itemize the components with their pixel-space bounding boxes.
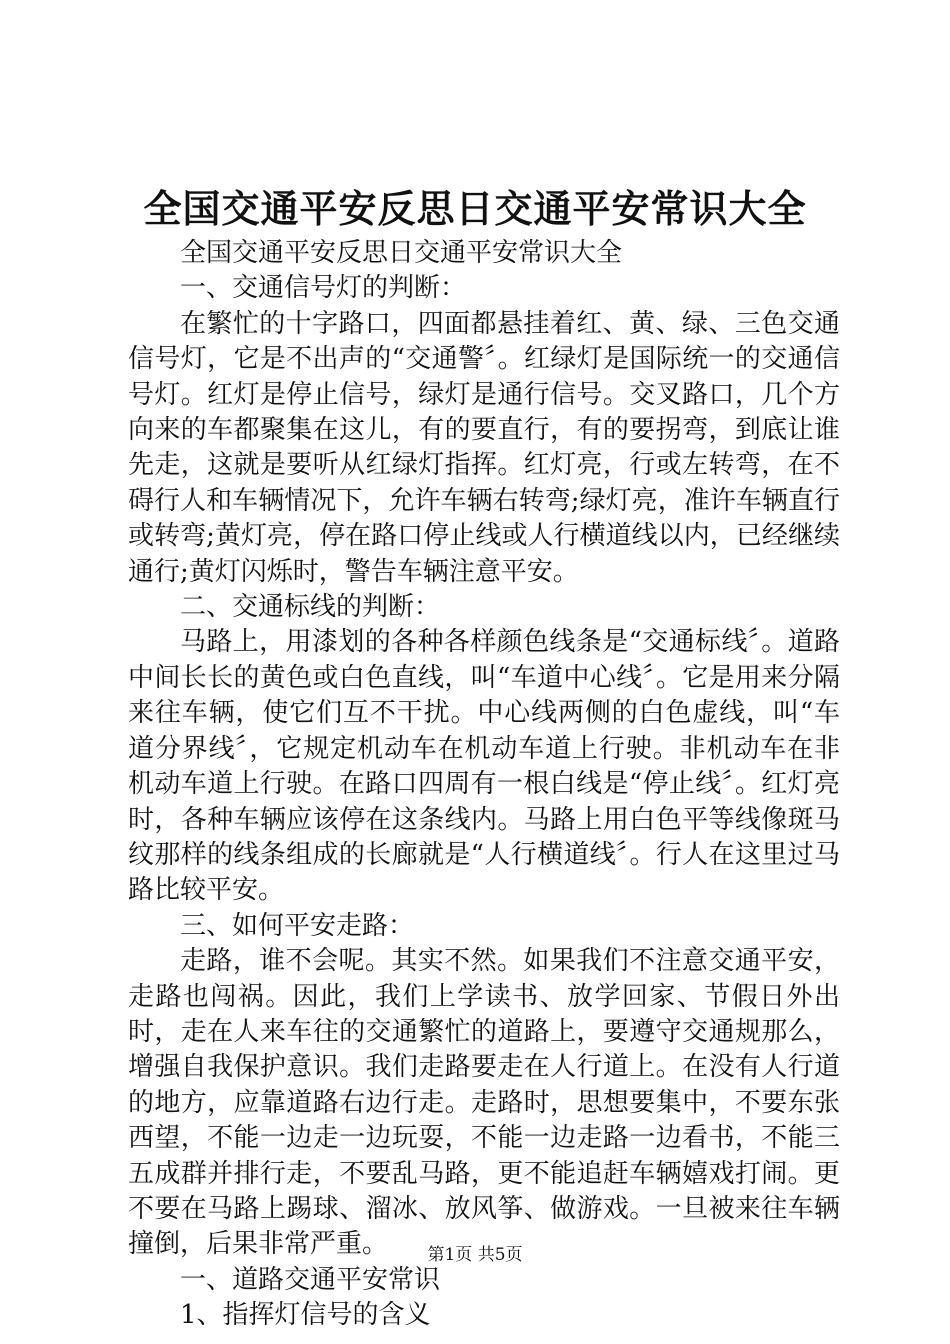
subsection-heading-signal-meaning: 1、指挥灯信号的含义	[180, 1300, 431, 1331]
paragraph-road-markings: 马路上，用漆划的各种各样颜色线条是“交通标线〞。道路中间长长的黄色或白色直线，叫“车道中心线〞。它是用来分隔来往车辆，使它们互不干扰。中心线两侧的白色虚线，叫“车道分界线〞，它规定机动车在机动车道上行驶。非机动车在非机动车道上行驶。在路口四周有一根白线是“停止线〞。红灯亮时，各种车辆应该停在这条线内。马路上用白色平等线像斑马纹那样的线条组成的长廊就是“人行横道线〞。行人在这里过马路比较平安。	[128, 627, 840, 906]
document-title: 全国交通平安反思日交通平安常识大全	[143, 186, 807, 231]
document-body	[128, 236, 840, 1334]
section-heading-road-markings: 二、交通标线的判断：	[180, 592, 441, 623]
section-heading-traffic-lights: 一、交通信号灯的判断：	[180, 273, 467, 304]
paragraph-traffic-lights: 在繁忙的十字路口，四面都悬挂着红、黄、绿、三色交通信号灯，它是不出声的“交通警〞。红绿灯是国际统一的交通信号灯。红灯是停止信号，绿灯是通行信号。交叉路口，几个方向来的车都聚集在这儿，有的要直行，有的要拐弯，到底让谁先走，这就是要听从红绿灯指挥。红灯亮，行或左转弯，在不碍行人和车辆情况下，允许车辆右转弯;绿灯亮，准许车辆直行或转弯;黄灯亮，停在路口停止线或人行横道线以内，已经继续通行;黄灯闪烁时，警告车辆注意平安。	[128, 308, 840, 587]
section-heading-walking-safely: 三、如何平安走路：	[180, 910, 415, 941]
section-heading-road-safety: 一、道路交通平安常识	[180, 1264, 441, 1295]
paragraph-walking-safely: 走路，谁不会呢。其实不然。如果我们不注意交通平安，走路也闯祸。因此，我们上学读书、放学回家、节假日外出时，走在人来车往的交通繁忙的道路上，要遵守交通规那么，增强自我保护意识。我们走路要走在人行道上。在没有人行道的地方，应靠道路右边行走。走路时，思想要集中，不要东张西望，不能一边走一边玩耍，不能一边走路一边看书，不能三五成群并排行走，不要乱马路，更不能追赶车辆嬉戏打闹。更不要在马路上踢球、溜冰、放风筝、做游戏。一旦被来往车辆撞倒，后果非常严重。	[128, 946, 840, 1260]
paragraph-subtitle: 全国交通平安反思日交通平安常识大全	[180, 238, 623, 268]
page-footer: 第1页 共5页	[427, 1245, 523, 1265]
